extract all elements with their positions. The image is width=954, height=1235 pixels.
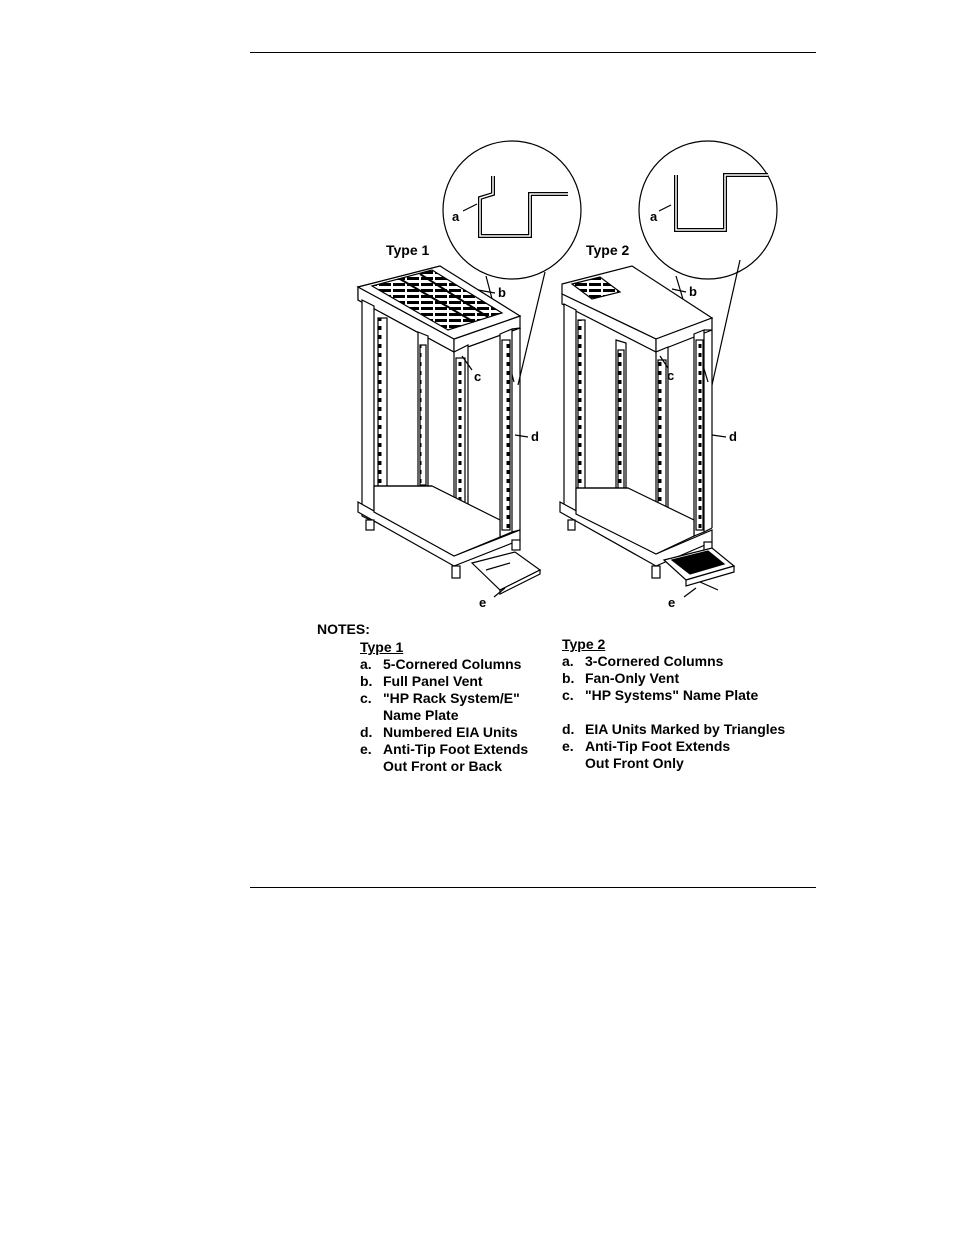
type1-notes: [360, 639, 528, 775]
list-item: [562, 704, 785, 721]
list-item: e. Anti-Tip Foot Extends: [360, 741, 529, 757]
list-item: c. "HP Systems" Name Plate: [562, 687, 759, 703]
list-item: a. 3-Cornered Columns: [562, 653, 724, 669]
type2-callout-e: e: [668, 595, 676, 610]
list-item: d. Numbered EIA Units: [360, 724, 518, 740]
list-item: Out Front Only: [585, 755, 684, 771]
list-item: c. "HP Rack System/E": [360, 690, 520, 706]
list-item: Name Plate: [383, 707, 459, 723]
list-item: b. Fan-Only Vent: [562, 670, 680, 686]
list-item: a. 5-Cornered Columns: [360, 656, 522, 672]
type1-callout-a: a: [452, 209, 460, 224]
type2-notes: [562, 636, 785, 772]
type2-rack: [560, 141, 777, 590]
type2-title: Type 2: [586, 242, 630, 258]
type2-notes-title: Type 2: [562, 636, 606, 652]
type1-callout-d: d: [531, 429, 539, 444]
notes-heading: NOTES:: [317, 621, 370, 637]
type2-callout-d: d: [729, 429, 737, 444]
list-item: d. EIA Units Marked by Triangles: [562, 721, 786, 737]
type1-callout-c: c: [474, 369, 482, 384]
type1-title: Type 1: [386, 242, 430, 258]
type2-callout-a: a: [650, 209, 658, 224]
type2-callout-b: b: [689, 284, 697, 299]
type1-callout-e: e: [479, 595, 487, 610]
list-item: Out Front or Back: [383, 758, 503, 774]
type1-callout-b: b: [498, 285, 506, 300]
list-item: b. Full Panel Vent: [360, 673, 483, 689]
type1-notes-title: Type 1: [360, 639, 404, 655]
type2-callout-c: c: [667, 368, 675, 383]
list-item: e. Anti-Tip Foot Extends: [562, 738, 731, 754]
